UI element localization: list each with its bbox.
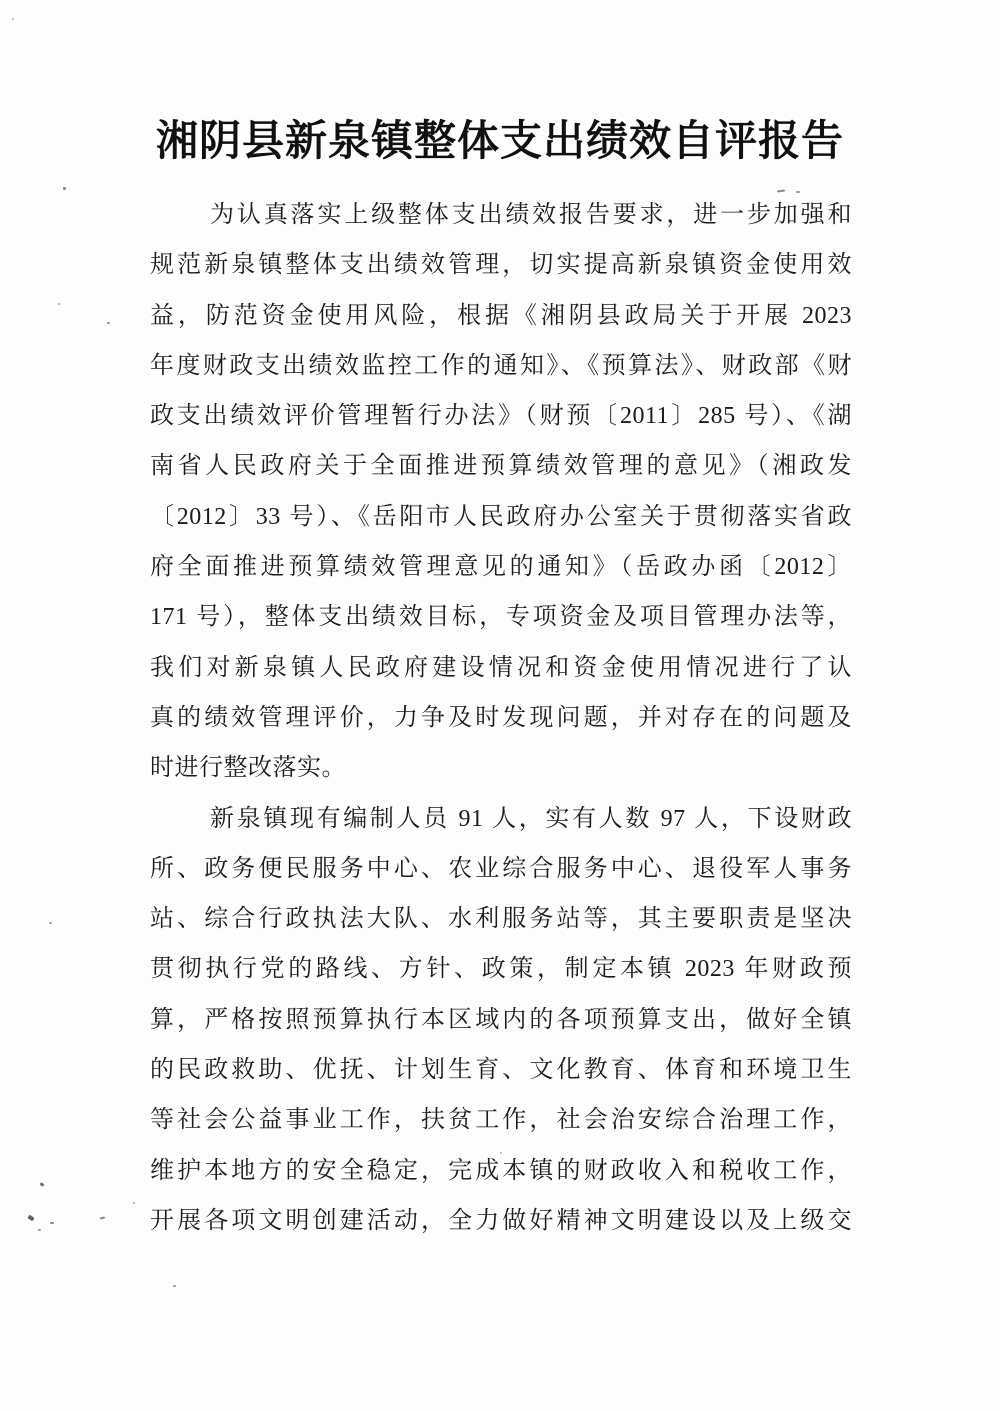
scan-speck xyxy=(58,303,60,305)
text-line: 算，严格按照预算执行本区域内的各项预算支出，做好全镇 xyxy=(150,1006,852,1033)
scan-speck xyxy=(100,1216,105,1219)
document-body xyxy=(150,190,852,1246)
scan-speck xyxy=(63,187,66,190)
text-line: 等社会公益事业工作，扶贫工作，社会治安综合治理工作， xyxy=(150,1107,852,1134)
text-line: 开展各项文明创建活动，全力做好精神文明建设以及上级交 xyxy=(150,1207,852,1234)
scan-speck xyxy=(49,922,52,924)
text-line: 益，防范资金使用风险，根据《湘阴县政局关于开展 2023 xyxy=(150,302,852,329)
scan-speck xyxy=(500,1152,502,1154)
text-line: 南省人民政府关于全面推进预算绩效管理的意见》（湘政发 xyxy=(150,453,852,480)
paragraph xyxy=(150,794,852,1247)
paragraph xyxy=(150,190,852,794)
text-line: 政支出绩效评价管理暂行办法》（财预〔2011〕285 号）、《湖 xyxy=(150,403,852,430)
text-line: 站、综合行政执法大队、水利服务站等，其主要职责是坚决 xyxy=(150,906,852,933)
scan-speck xyxy=(38,1229,41,1231)
scan-speck xyxy=(27,1215,34,1222)
text-line: 我们对新泉镇人民政府建设情况和资金使用情况进行了认 xyxy=(150,654,852,681)
text-line: 贯彻执行党的路线、方针、政策，制定本镇 2023 年财政预 xyxy=(150,956,852,983)
text-line: 规范新泉镇整体支出绩效管理，切实提高新泉镇资金使用效 xyxy=(150,252,852,279)
scan-speck xyxy=(133,1202,135,1204)
scan-speck xyxy=(50,1222,54,1224)
text-line: 〔2012〕33 号）、《岳阳市人民政府办公室关于贯彻落实省政 xyxy=(150,503,852,530)
text-line: 新泉镇现有编制人员 91 人，实有人数 97 人，下设财政 xyxy=(210,805,852,832)
scan-speck xyxy=(12,18,14,20)
scan-speck xyxy=(796,191,800,193)
text-line: 府全面推进预算绩效管理意见的通知》（岳政办函〔2012〕 xyxy=(150,554,852,581)
scan-speck xyxy=(107,322,110,324)
text-line: 所、政务便民服务中心、农业综合服务中心、退役军人事务 xyxy=(150,855,852,882)
text-line: 年度财政支出绩效监控工作的通知》、《预算法》、财政部《财 xyxy=(150,352,852,379)
text-line: 的民政救助、优抚、计划生育、文化教育、体育和环境卫生 xyxy=(150,1057,852,1084)
scan-speck xyxy=(173,1285,176,1287)
text-line: 维护本地方的安全稳定，完成本镇的财政收入和税收工作， xyxy=(150,1157,852,1184)
text-line: 时进行整改落实。 xyxy=(150,755,346,782)
document-title: 湘阴县新泉镇整体支出绩效自评报告 xyxy=(155,119,844,165)
text-line: 为认真落实上级整体支出绩效报告要求，进一步加强和 xyxy=(210,202,852,228)
scan-speck xyxy=(40,1182,45,1187)
text-line: 171 号），整体支出绩效目标，专项资金及项目管理办法等， xyxy=(150,604,852,631)
text-line: 真的绩效管理评价，力争及时发现问题，并对存在的问题及 xyxy=(150,704,852,731)
